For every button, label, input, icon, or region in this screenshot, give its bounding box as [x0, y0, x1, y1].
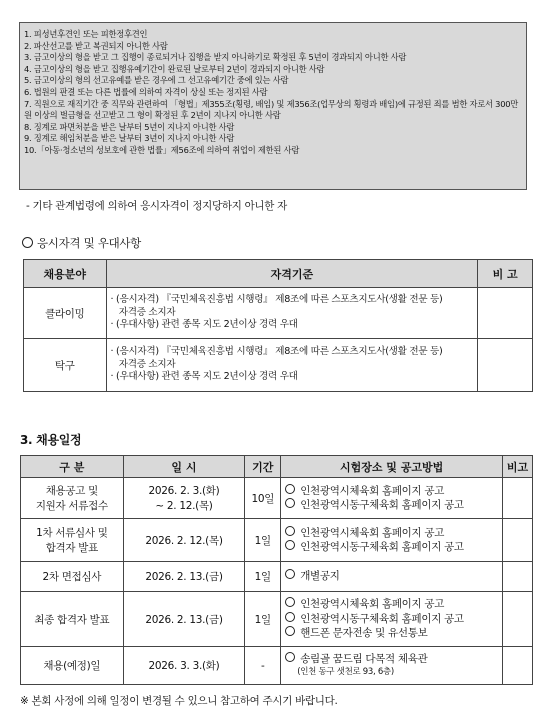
footnote: ※ 본회 사정에 의해 일정이 변경될 수 있으니 참고하여 주시기 바랍니다. [20, 695, 338, 707]
place-text: 인천광역시체육회 홈페이지 공고 [300, 526, 445, 539]
criteria-line: 자격증 소지자 [110, 358, 176, 370]
criteria-line: · (응시자격) 『국민체육진흥법 시행령』 제8조에 따른 스포츠지도사(생활 전문 등) [110, 293, 443, 305]
note-cell [503, 562, 533, 592]
date-cell [123, 592, 245, 647]
section-qualification-title [22, 235, 141, 251]
date-line: 2026. 2. 12.(목) [145, 534, 223, 547]
place-text: 인천광역시체육회 홈페이지 공고 [300, 598, 445, 611]
circle-bullet-icon [285, 484, 295, 494]
place-text: 핸드폰 문자전송 및 유선통보 [300, 627, 428, 640]
category-line: 합격자 발표 [45, 542, 98, 554]
category-cell [21, 592, 124, 647]
field-cell: 탁구 [24, 339, 107, 392]
period-cell: 1일 [245, 519, 281, 562]
place-line [285, 498, 502, 513]
place-line [285, 540, 502, 555]
category-cell [21, 519, 124, 562]
place-line [285, 484, 502, 499]
category-line: 1차 서류심사 및 [36, 527, 108, 539]
section-qualification-label: 응시자격 및 우대사항 [37, 236, 141, 250]
category-line: 채용(예정)일 [43, 660, 101, 672]
disq-item-4: 4. 금고이상의 형을 받고 집행유예기간이 완료된 날로부터 2년이 경과되지 아니한 사람 [24, 63, 325, 74]
date-line: 2026. 2. 13.(금) [145, 571, 223, 583]
date-line: 2026. 2. 13.(금) [145, 613, 223, 626]
place-text: 인천광역시체육회 홈페이지 공고 [300, 484, 445, 497]
header-place: 시험장소 및 공고방법 [281, 456, 503, 478]
place-line [285, 612, 502, 627]
table-row [24, 288, 533, 339]
table-row [21, 519, 533, 562]
circle-bullet-icon [285, 597, 295, 607]
disq-item-2: 2. 파산선고를 받고 복권되지 아니한 사람 [24, 40, 168, 51]
category-line: 지원자 서류접수 [35, 500, 108, 512]
qualification-table [23, 259, 533, 392]
place-cell [281, 519, 503, 562]
place-line [285, 652, 502, 667]
circle-bullet-icon [285, 612, 295, 622]
place-cell [281, 647, 503, 685]
note-other-laws: - 기타 관계법령에 의하여 응시자격이 정지당하지 아니한 자 [26, 200, 287, 212]
header-note: 비 고 [478, 260, 533, 288]
circle-bullet-icon [285, 526, 295, 536]
category-line: 최종 합격자 발표 [34, 613, 110, 626]
note-cell [503, 478, 533, 519]
header-category: 구 분 [21, 456, 124, 478]
disq-item-7: 7. 직원으로 재직기간 중 직무와 관련하여 「형법」제355조(횡령, 배임) 및 제356조(업무상의 횡령과 배임)에 규정된 죄를 범한 자로서 300만원 이상의 벌금형을 선고받고 그 형이 확정된 후 2년이 지나지 아니한 사람 [24, 98, 519, 121]
criteria-cell [106, 288, 478, 339]
header-field: 채용분야 [24, 260, 107, 288]
place-text: 인천광역시동구체육회 홈페이지 공고 [300, 612, 464, 625]
disq-item-9: 9. 징계로 해임처분을 받은 날부터 3년이 지나지 아니한 사람 [24, 133, 235, 144]
circle-bullet-icon [285, 569, 295, 579]
header-note: 비고 [503, 456, 533, 478]
header-date: 일 시 [123, 456, 245, 478]
period-cell: 10일 [245, 478, 281, 519]
disq-item-10: 10.「아동·청소년의 성보호에 관한 법률」제56조에 의하여 취업이 제한된 사람 [24, 144, 300, 155]
place-text: 송림골 꿈드림 다목적 체육관 [300, 652, 428, 665]
disq-item-6: 6. 법원의 판결 또는 다른 법률에 의하여 자격이 상실 또는 정지된 사람 [24, 86, 268, 97]
table-row [21, 647, 533, 685]
schedule-header-row [21, 456, 533, 478]
date-cell [123, 519, 245, 562]
circle-bullet-icon [22, 237, 33, 248]
place-cell [281, 478, 503, 519]
note-cell [478, 288, 533, 339]
category-line: 2차 면접심사 [42, 571, 102, 583]
header-criteria: 자격기준 [106, 260, 478, 288]
note-cell [478, 339, 533, 392]
disqualification-box [19, 22, 527, 190]
place-line [285, 526, 502, 541]
place-address: (인천 동구 샛천로 93, 6층) [297, 667, 394, 677]
field-cell: 클라이밍 [24, 288, 107, 339]
table-row [21, 562, 533, 592]
criteria-line: · (우대사항) 관련 종목 지도 2년이상 경력 우대 [110, 319, 298, 331]
circle-bullet-icon [285, 652, 295, 662]
disq-item-3: 3. 금고이상의 형을 받고 그 집행이 종료되거나 집행을 받지 아니하기로 확정된 후 5년이 경과되지 아니한 사람 [24, 52, 407, 63]
table-row [24, 339, 533, 392]
category-line: 채용공고 및 [45, 485, 98, 497]
category-cell [21, 562, 124, 592]
circle-bullet-icon [285, 498, 295, 508]
section-schedule-title: 3. 채용일정 [20, 433, 82, 447]
disq-item-5: 5. 금고이상의 형의 선고유예를 받은 경우에 그 선고유예기간 중에 있는 사람 [24, 75, 289, 86]
date-line: 2026. 3. 3.(화) [148, 660, 220, 672]
period-cell: - [245, 647, 281, 685]
place-line [285, 597, 502, 612]
place-line [285, 626, 502, 641]
place-text: 인천광역시동구체육회 홈페이지 공고 [300, 499, 464, 511]
date-cell [123, 562, 245, 592]
place-cell [281, 562, 503, 592]
note-cell [503, 647, 533, 685]
place-line [285, 569, 502, 584]
circle-bullet-icon [285, 540, 295, 550]
place-text: 인천광역시동구체육회 홈페이지 공고 [300, 541, 464, 553]
disq-item-1: 1. 피성년후견인 또는 피한정후견인 [24, 29, 148, 39]
note-cell [503, 519, 533, 562]
disq-item-8: 8. 징계로 파면처분을 받은 날부터 5년이 지나지 아니한 사람 [24, 121, 235, 132]
date-cell [123, 478, 245, 519]
period-cell: 1일 [245, 562, 281, 592]
table-row [21, 592, 533, 647]
period-cell: 1일 [245, 592, 281, 647]
criteria-line: 자격증 소지자 [110, 306, 176, 318]
criteria-line: · (응시자격) 『국민체육진흥법 시행령』 제8조에 따른 스포츠지도사(생활 전문 등) [110, 345, 443, 357]
date-line: ~ 2. 12.(목) [155, 500, 213, 512]
header-period: 기간 [245, 456, 281, 478]
category-cell [21, 478, 124, 519]
place-cell [281, 592, 503, 647]
criteria-cell [106, 339, 478, 392]
date-cell [123, 647, 245, 685]
qualification-header-row [24, 260, 533, 288]
place-text: 개별공지 [300, 570, 340, 583]
category-cell [21, 647, 124, 685]
table-row [21, 478, 533, 519]
circle-bullet-icon [285, 626, 295, 636]
note-cell [503, 592, 533, 647]
criteria-line: · (우대사항) 관련 종목 지도 2년이상 경력 우대 [110, 371, 298, 383]
schedule-table [20, 455, 533, 685]
date-line: 2026. 2. 3.(화) [148, 485, 220, 497]
